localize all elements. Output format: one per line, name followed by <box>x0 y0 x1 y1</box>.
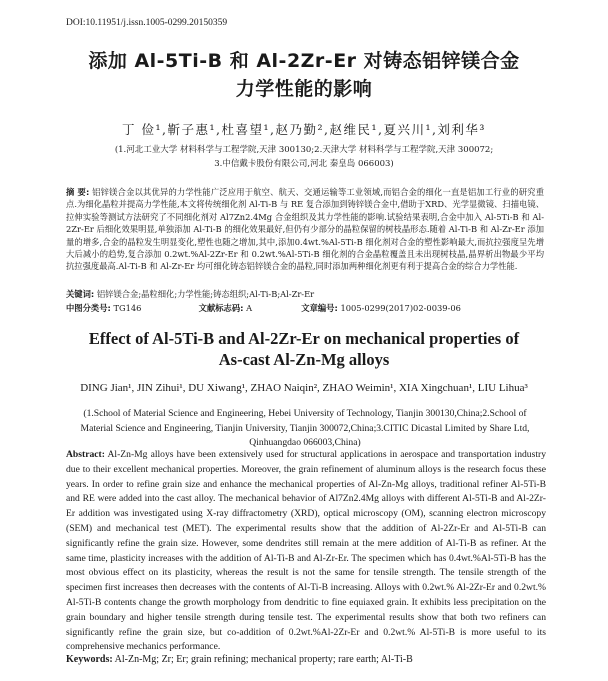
en-abstract-label: Abstract: <box>66 449 105 460</box>
doccode-value: A <box>246 303 253 313</box>
en-abstract <box>66 448 546 655</box>
en-keywords-label: Keywords: <box>66 654 113 665</box>
en-authors: DING Jian¹, JIN Zihui¹, DU Xiwang¹, ZHAO Naiqin², ZHAO Weimin¹, XIA Xingchuan¹, LIU Lihua³ <box>80 382 528 394</box>
article-number-label: 文章编号: <box>301 303 338 313</box>
en-keywords <box>66 654 413 665</box>
cn-title-line2: 力学性能的影响 <box>235 78 373 100</box>
doccode-label: 文献标志码: <box>198 303 244 313</box>
clc-value: TG146 <box>113 303 142 313</box>
en-abstract-text: Al-Zn-Mg alloys have been extensively used for structural applications in aerospace and transportation industry due to their excellent mechanical properties. Moreover, the grain refinement of aluminum alloys is the research focus these years. In order to refine grain size and enhance the mechanical properties of Al-Zn-Mg alloys, traditional refiner Al-5Ti-B and RE were added into the cast alloy. The mechanical behavior of Al7Zn2.4Mg alloys with different Al-5Ti-B and Al-2Zr-Er addition was investigated using X-ray diffractometry (XRD), optical microscopy (OM), scanning electron microscopy (SEM) and mechanical test (MET). The experimental results show that the addition of Al-2Zr-Er and Al-5Ti-B can significantly refine the grain size. However, some dendrites still remain at the mere addition of Al-Ti-B as refiner. At the same time, plasticity increases with the addition of Al-Ti-B and Al-Zr-Er. The specimen which has 0.4wt.%Al-5Ti-B has the most obvious effect on its plasticity, whereas the result is not the same for tensile strength. The tensile strength of the specimen first increases then decreases with the contents of Al-Ti-B increasing. Alloys with 0.2wt.% Al-2Zr-Er and 0.2wt.% Al-5Ti-B contents change the growth morphology from dendritic to fine equiaxed grain. It exhibits less precipitation on the grain boundary and higher tensile strength during tensile test. The experimental results show that both two refiners can significantly refine the grain size, but co-addition of 0.2wt.%Al-2Zr-Er and 0.2wt.% Al-5Ti-B is more useful to its comprehensive mechanics performance. <box>66 449 546 653</box>
en-title-line2: As-cast Al-Zn-Mg alloys <box>218 350 390 369</box>
en-keywords-text: Al-Zn-Mg; Zr; Er; grain refining; mechanical property; rare earth; Al-Ti-B <box>114 654 413 665</box>
cn-abstract-text: 铝锌镁合金以其优异的力学性能广泛应用于航空、航天、交通运输等工业领域,而铝合金的细化一直是铝加工行业的研究重点.为细化晶粒并提高力学性能,本文将传统细化剂 Al-Ti-B 与 RE 复合添加到铸锌镁合金中,借助于XRD、光学显微镜、扫描电镜、拉伸实验等测试方法研究了不同细化剂对 Al7Zn2.4Mg 合金组织及其力学性能的影响.试验结果表明,合金中加入 Al-5Ti-B 和 Al-2Zr-Er 后细化效果明显,单独添加 Al-Ti-B 的细化效果最好,但仍有少部分的晶粒保留的树枝晶形态.随着 Al-Ti-B 和 Al-Zr-Er 添加量的增多,合金的晶粒发生明显变化,塑性也随之增加,其中,添加0.4wt.%Al-5Ti-B 细化剂对合金的塑性影响最大,而抗拉强度呈先增大后减小的趋势,复合添加 0.2wt.%Al-2Zr-Er 和 0.2wt.%Al-5Ti-B 细化剂的合金晶粒覆盖且未出现树枝晶,晶界析出物最少平均抗拉强度最高.Al-Ti-B 和 Al-Zr-Er 均可细化铸态铝锌镁合金的晶粒,同时添加两种细化剂更有利于提高合金的综合力学性能. <box>66 187 544 272</box>
cn-affiliation-line1: (1.河北工业大学 材料科学与工程学院,天津 300130;2.天津大学 材料科学与工程学院,天津 300072; <box>114 145 494 155</box>
cn-meta-line <box>66 302 544 314</box>
en-affiliations: (1.School of Material Science and Engineering, Hebei University of Technology, Tianjin 300130,China;2.School of Material Science and Engineering, Tianjin University, Tianjin 300072,China;3.CITIC Dicastal Limited by Share Ltd, Qinhuangdao 066003,China) <box>80 408 530 448</box>
clc-label: 中图分类号: <box>66 303 111 313</box>
cn-keywords-label: 关键词: <box>66 289 95 299</box>
cn-authors: 丁 俭¹,靳子惠¹,杜喜望¹,赵乃勤²,赵维民¹,夏兴川¹,刘利华³ <box>122 122 486 137</box>
doi-line: DOI:10.11951/j.issn.1005-0299.20150359 <box>66 18 228 28</box>
cn-keywords-text: 铝锌镁合金;晶粒细化;力学性能;铸态组织;Al-Ti-B;Al-Zr-Er <box>96 289 315 299</box>
cn-abstract <box>66 186 544 273</box>
cn-abstract-label: 摘 要: <box>66 187 90 197</box>
cn-keywords <box>66 288 314 300</box>
en-title-line1: Effect of Al-5Ti-B and Al-2Zr-Er on mechanical properties of <box>88 329 520 348</box>
cn-affiliation-line2: 3.中信戴卡股份有限公司,河北 秦皇岛 066003) <box>214 159 394 169</box>
cn-title-line1: 添加 Al-5Ti-B 和 Al-2Zr-Er 对铸态铝锌镁合金 <box>88 50 520 72</box>
article-number-value: 1005-0299(2017)02-0039-06 <box>340 303 461 313</box>
